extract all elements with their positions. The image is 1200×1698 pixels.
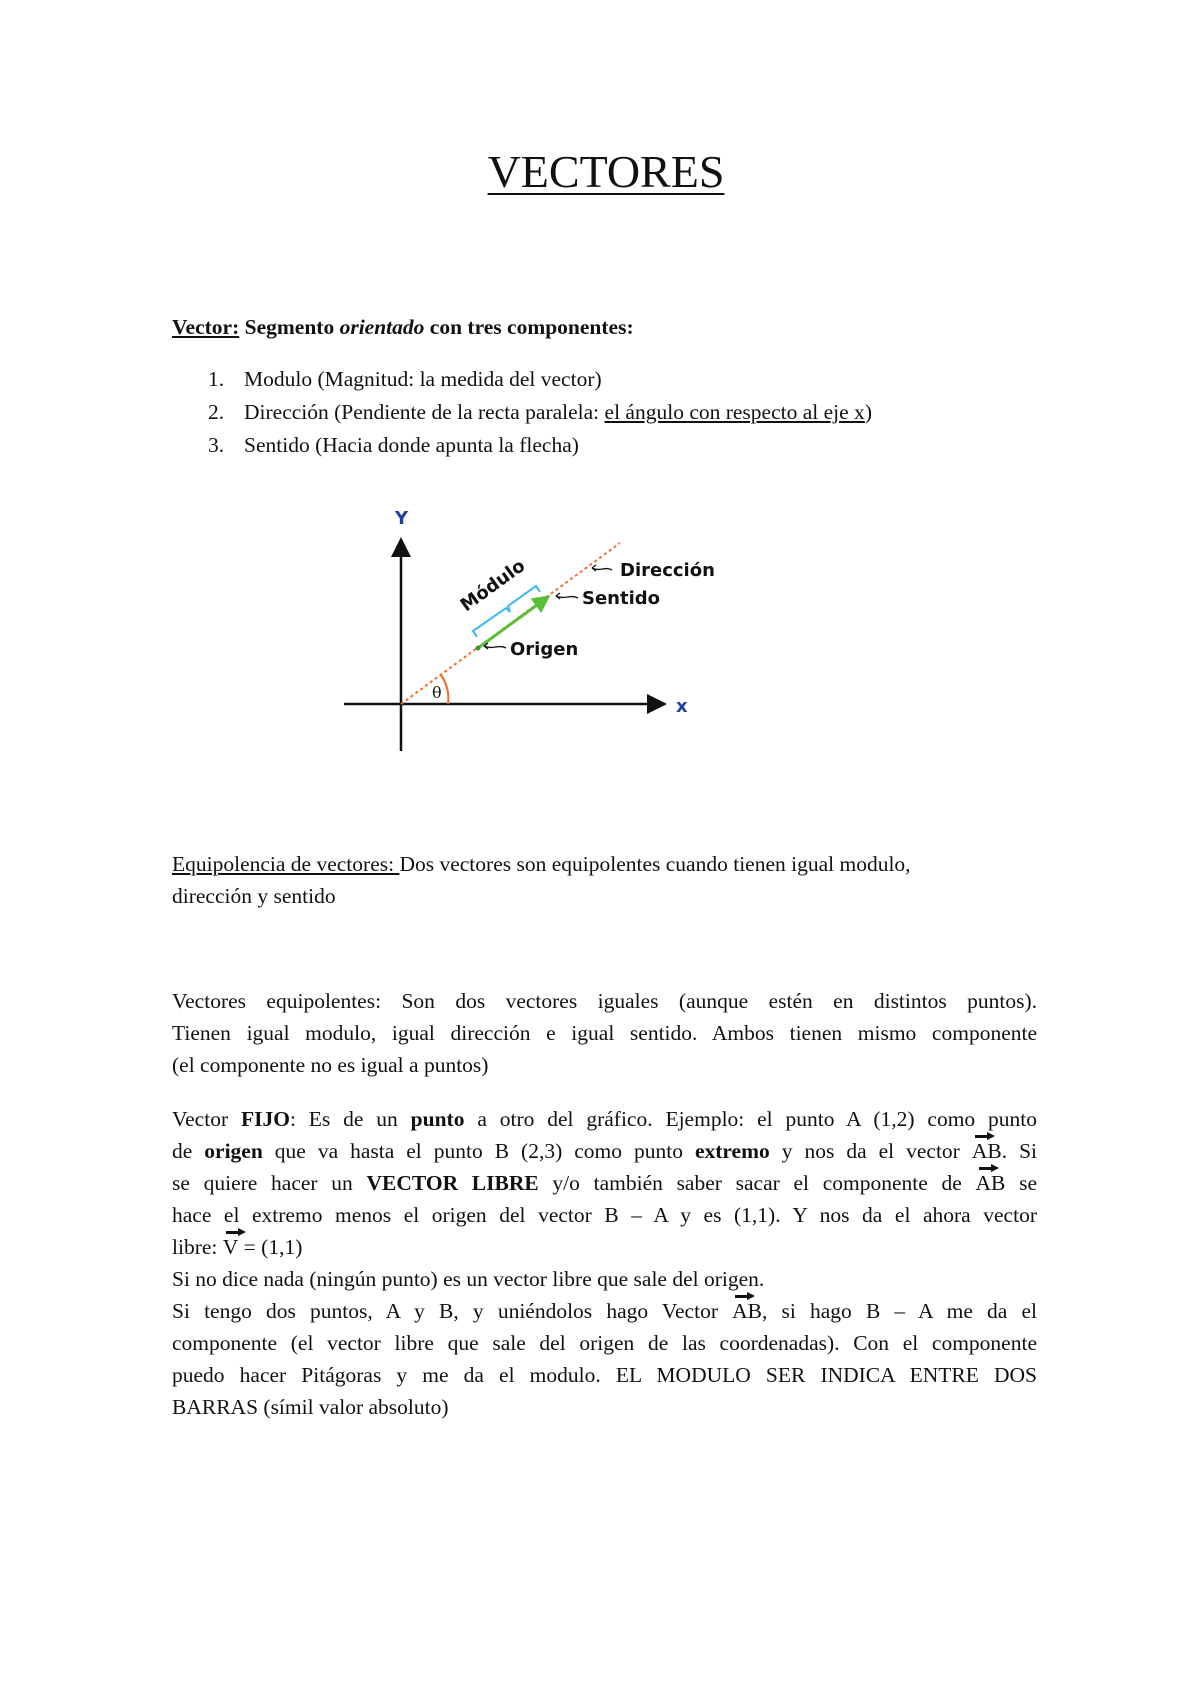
text-run (172, 1331, 1037, 1355)
text-line (172, 1231, 1037, 1263)
list-text (244, 400, 872, 424)
list-number: 1. (208, 367, 225, 391)
equipolencia-paragraph (172, 848, 1037, 912)
text-line (172, 1391, 1037, 1423)
text-run (399, 852, 910, 876)
text-run (172, 1107, 241, 1131)
text-run-text: Sentido (Hacia donde apunta la flecha) (244, 433, 579, 457)
text-run-text: con tres componentes: (424, 315, 634, 339)
text-run (172, 1203, 1037, 1227)
text-run-text: AB (732, 1299, 762, 1323)
vector-fijo-paragraph (172, 1103, 1037, 1423)
vector-arrow-icon (975, 1132, 995, 1140)
text-run-text: Modulo (Magnitud: la medida del vector) (244, 367, 602, 391)
text-run-text: dirección y sentido (172, 884, 336, 908)
text-run (411, 1107, 465, 1131)
text-run (172, 852, 399, 876)
text-run (464, 1107, 1037, 1131)
text-run (172, 884, 336, 908)
vector-arrow-icon (735, 1292, 755, 1300)
text-run-text: a otro del gráfico. Ejemplo: el punto A (1,2) como punto (464, 1107, 1037, 1131)
text-run (762, 1299, 1037, 1323)
text-run-text: orientado (339, 315, 425, 339)
text-run (340, 315, 425, 339)
text-run-text: BARRAS (símil valor absoluto) (172, 1395, 449, 1419)
list-number: 3. (208, 433, 225, 457)
text-line (172, 1359, 1037, 1391)
text-run-text: y nos da el vector (769, 1139, 972, 1163)
vector-notation (732, 1295, 762, 1327)
text-run-text: extremo (694, 1139, 770, 1163)
text-run-text: Vector: (172, 315, 240, 339)
text-run (172, 315, 239, 339)
text-run-text: el ángulo con respecto al eje x (604, 400, 865, 424)
text-run (695, 1139, 770, 1163)
text-line (172, 880, 1037, 912)
text-run (239, 315, 339, 339)
components-list (172, 363, 1037, 462)
text-run (172, 1021, 1037, 1045)
text-run-text: FIJO (240, 1107, 290, 1131)
text-run-text: Si tengo dos puntos, A y B, y uniéndolos hago Vector (172, 1299, 733, 1323)
text-run (172, 1139, 204, 1163)
modulo-label: Módulo (456, 555, 530, 617)
text-run (172, 1235, 223, 1259)
text-run-text: AB (975, 1171, 1006, 1195)
text-run-text: , si hago B – A me da el (762, 1299, 1037, 1323)
text-run-text: Si no dice nada (ningún punto) es un vector libre que sale del origen. (172, 1267, 765, 1291)
text-run-text: se (1005, 1171, 1037, 1195)
text-run-text: : Es de un (289, 1107, 411, 1131)
text-run (1002, 1139, 1037, 1163)
text-run (539, 1171, 976, 1195)
page-title: VECTORES (487, 146, 725, 197)
y-axis-label: Y (395, 508, 409, 529)
sentido-label: Sentido (582, 588, 661, 609)
text-run-text: que va hasta el punto B (2,3) como punto (262, 1139, 695, 1163)
vector-arrow-icon (979, 1164, 999, 1172)
text-run (172, 1171, 367, 1195)
text-run-text: AB (971, 1139, 1002, 1163)
list-item (172, 396, 1037, 429)
vector-notation (976, 1167, 1006, 1199)
text-line (172, 1295, 1037, 1327)
x-axis-label: x (676, 696, 688, 717)
vector-notation (223, 1231, 239, 1263)
text-run (290, 1107, 411, 1131)
text-run (172, 1363, 1037, 1387)
text-run (263, 1139, 695, 1163)
text-run (172, 989, 1037, 1013)
origen-label: Origen (510, 639, 579, 660)
text-run-text: . Si (1001, 1139, 1037, 1163)
text-line (172, 1135, 1037, 1167)
text-run-text: libre: (172, 1235, 223, 1259)
theta-label: θ (432, 683, 442, 702)
list-text (244, 367, 602, 391)
text-run (172, 1299, 732, 1323)
text-run-text: se quiere hacer un (172, 1171, 367, 1195)
list-item (172, 363, 1037, 396)
text-run-text: VECTOR LIBRE (366, 1171, 539, 1195)
text-line (172, 1103, 1037, 1135)
text-run (241, 1107, 290, 1131)
text-run (244, 400, 605, 424)
angle-arc (441, 675, 448, 704)
text-run (204, 1139, 263, 1163)
text-line (172, 1017, 1037, 1049)
text-line (172, 1199, 1037, 1231)
list-item (172, 429, 1037, 462)
origin-point (476, 646, 481, 651)
text-run (238, 1235, 302, 1259)
text-line (172, 985, 1037, 1017)
text-run-text: (el componente no es igual a puntos) (172, 1053, 489, 1077)
text-run-text: ) (864, 400, 872, 424)
text-line (172, 1263, 1037, 1295)
direccion-label: Dirección (620, 560, 715, 581)
text-run-text: Vector (172, 1107, 241, 1131)
list-number: 2. (208, 400, 225, 424)
text-run (172, 1053, 488, 1077)
text-line (172, 1167, 1037, 1199)
vector-arrow-icon (226, 1228, 246, 1236)
text-run-text: Segmento (239, 315, 340, 339)
text-run-text: = (1,1) (238, 1235, 303, 1259)
vector-definition (172, 311, 1037, 343)
text-run (244, 367, 602, 391)
text-line (172, 311, 1037, 343)
equipolentes-paragraph (172, 985, 1037, 1081)
text-run (424, 315, 633, 339)
text-line (172, 1049, 1037, 1081)
text-run-text: V (222, 1235, 239, 1259)
text-run-text: de (172, 1139, 205, 1163)
text-run-text: y/o también saber sacar el componente de (538, 1171, 976, 1195)
text-run (865, 400, 872, 424)
text-run-text: Equipolencia de vectores: (172, 852, 400, 876)
text-run-text: Dos vectores son equipolentes cuando tienen igual modulo, (399, 852, 911, 876)
vector-notation (972, 1135, 1002, 1167)
text-run (770, 1139, 972, 1163)
text-run-text: punto (410, 1107, 465, 1131)
text-run-text: puedo hacer Pitágoras y me da el modulo. EL MODULO SER INDICA ENTRE DOS (172, 1363, 1037, 1387)
list-text (244, 433, 579, 457)
text-run-text: Vectores equipolentes: Son dos vectores iguales (aunque estén en distintos puntos). (172, 989, 1037, 1013)
text-run-text: Tienen igual modulo, igual dirección e igual sentido. Ambos tienen mismo componente (172, 1021, 1037, 1045)
text-run (1005, 1171, 1037, 1195)
text-run-text: hace el extremo menos el origen del vector B – A y es (1,1). Y nos da el ahora vector (172, 1203, 1037, 1227)
text-line (172, 1327, 1037, 1359)
text-run-text: Dirección (Pendiente de la recta paralela: (244, 400, 605, 424)
text-run (172, 1395, 449, 1419)
text-line (172, 848, 1037, 880)
text-run-text: origen (204, 1139, 263, 1163)
text-run (244, 433, 579, 457)
text-run (172, 1267, 764, 1291)
text-run (605, 400, 865, 424)
vector-diagram (320, 490, 740, 770)
text-run-text: componente (el vector libre que sale del origen de las coordenadas). Con el componente (172, 1331, 1037, 1355)
text-run (367, 1171, 539, 1195)
